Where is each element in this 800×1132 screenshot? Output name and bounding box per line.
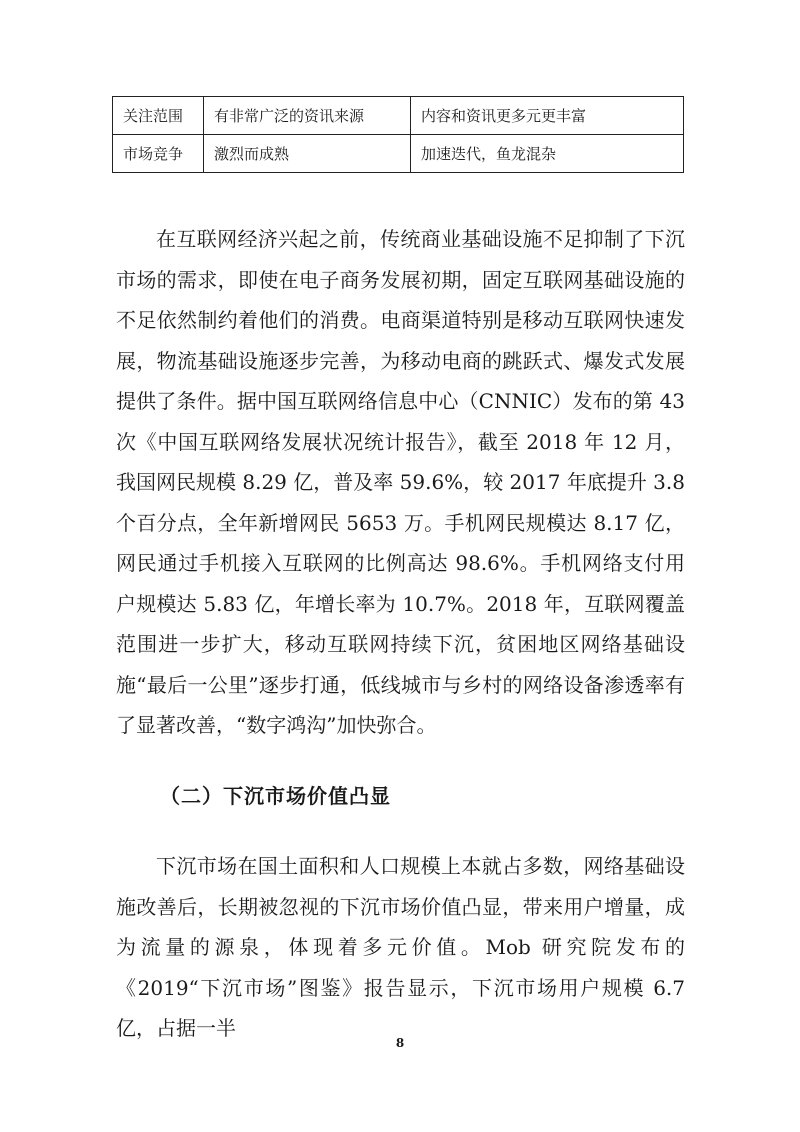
table-cell: 激烈而成熟 (204, 135, 411, 173)
section-heading: （二）下沉市场价值凸显 (160, 784, 391, 808)
table-cell: 关注范围 (113, 97, 204, 135)
body-paragraph-internet-development: 在互联网经济兴起之前，传统商业基础设施不足抑制了下沉市场的需求，即使在电子商务发展初期，固定互联网基础设施的不足依然制约着他们的消费。电商渠道特别是移动互联网快速发展，物流基础设施逐步完善，为移动电商的跳跃式、爆发式发展提供了条件。据中国互联网络信息中心（CNNIC）发布的第 43 次《中国互联网络发展状况统计报告》，截至 2018 年 12 月，我国网民规模 8.29 亿，普及率 59.6%，较 2017 年底提升 3.8 个百分点，全年新增网民 5653 万。手机网民规模达 8.17 亿，网民通过手机接入互联网的比例高达 98.6%。手机网络支付用户规模达 5.83 亿，年增长率为 10.7%。2018 年，互联网覆盖范围进一步扩大，移动互联网持续下沉，贫困地区网络基础设施“最后一公里”逐步打通，低线城市与乡村的网络设备渗透率有了显著改善，“数字鸿沟”加快弥合。 (116, 227, 685, 737)
table-cell: 市场竞争 (113, 135, 204, 173)
table-row (113, 97, 684, 135)
table-cell: 有非常广泛的资讯来源 (204, 97, 411, 135)
table-row (113, 135, 684, 173)
table-cell: 加速迭代，鱼龙混杂 (411, 135, 684, 173)
page-number: 8 (395, 1036, 405, 1050)
comparison-table (112, 96, 684, 173)
table-cell: 内容和资讯更多元更丰富 (411, 97, 684, 135)
body-paragraph-lower-tier-market: 下沉市场在国土面积和人口规模上本就占多数，网络基础设施改善后，长期被忽视的下沉市场价值凸显，带来用户增量，成为流量的源泉，体现着多元价值。Mob 研究院发布的《2019“下沉市场”图鉴》报告显示，下沉市场用户规模 6.7 亿，占据一半 (116, 854, 685, 1040)
